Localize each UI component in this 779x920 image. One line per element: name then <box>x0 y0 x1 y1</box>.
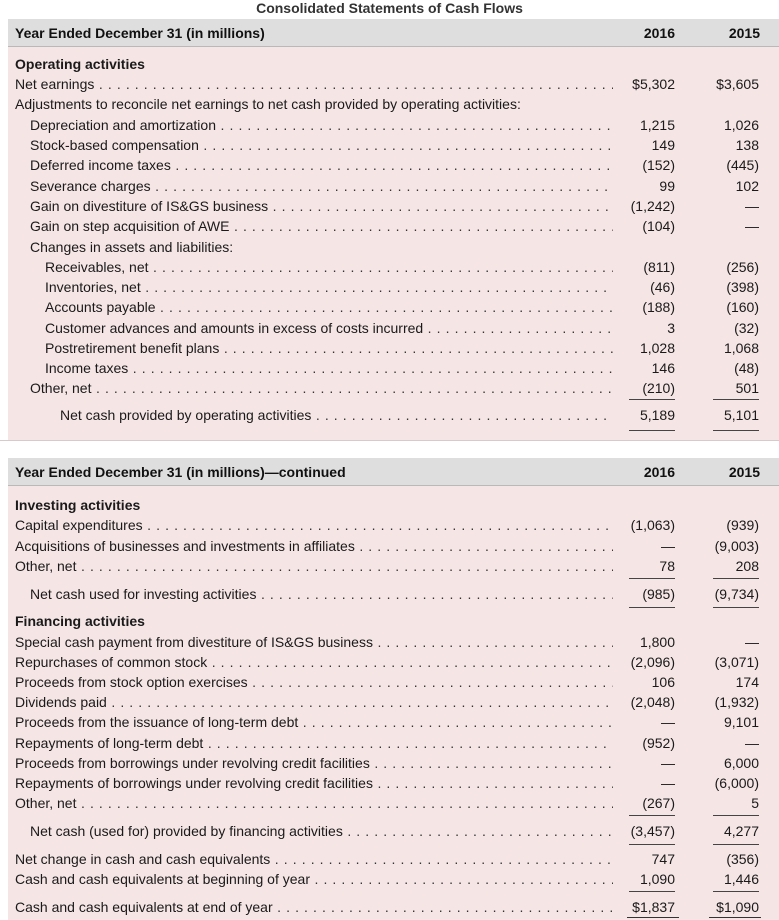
value-2016: $1,837 <box>632 899 675 915</box>
section-heading-investing <box>8 495 779 515</box>
table-row-total <box>8 821 779 841</box>
value-2015: 501 <box>735 380 759 396</box>
value-2015: 1,026 <box>723 117 759 133</box>
row-label: Net earnings . . . <box>15 74 613 94</box>
value-2015: — <box>745 735 759 751</box>
value-2016: (2,048) <box>630 694 675 710</box>
row-label: Repayments of long-term debt . . . <box>15 733 613 753</box>
table-row <box>8 237 779 257</box>
value-2016: (152) <box>642 157 675 173</box>
value-2015: (32) <box>734 320 759 336</box>
row-label: Other, net . . . <box>15 556 613 576</box>
table-row-total <box>8 405 779 425</box>
table-row <box>8 712 779 732</box>
value-2015: 5,101 <box>723 407 759 423</box>
row-label: Adjustments to reconcile net earnings to net cash provided by operating activities: <box>15 96 521 112</box>
row-label: Deferred income taxes . . . <box>30 155 613 175</box>
value-2015: (445) <box>726 157 759 173</box>
row-label: Changes in assets and liabilities: <box>30 239 234 255</box>
subtotal-rule <box>629 607 675 608</box>
subtotal-rule <box>629 815 675 816</box>
value-2015: 1,068 <box>723 340 759 356</box>
value-2016: 78 <box>659 558 675 574</box>
row-label: Net cash used for investing activities . . . <box>30 584 613 604</box>
value-2015: (398) <box>726 279 759 295</box>
value-2015: (48) <box>734 360 759 376</box>
value-2015: (6,000) <box>714 775 759 791</box>
value-2015: (9,003) <box>714 538 759 554</box>
section-divider <box>0 440 779 459</box>
row-label: Acquisitions of businesses and investments in affiliates . . . <box>15 536 613 556</box>
value-2016: 1,028 <box>639 340 675 356</box>
subtotal-rule <box>713 815 759 816</box>
table-row <box>8 155 779 175</box>
table-header <box>8 19 779 47</box>
row-label: Stock-based compensation . . . <box>30 135 613 155</box>
value-2016: 149 <box>651 137 675 153</box>
value-2015: (1,932) <box>714 694 759 710</box>
table-row <box>8 338 779 358</box>
row-label: Gain on step acquisition of AWE . . . <box>30 216 613 236</box>
value-2016: (188) <box>642 299 675 315</box>
table-row <box>8 692 779 712</box>
value-2016: 1,215 <box>639 117 675 133</box>
row-label: Inventories, net . . . <box>45 277 613 297</box>
table-row <box>8 652 779 672</box>
row-label: Proceeds from stock option exercises . . . <box>15 672 613 692</box>
table-row <box>8 318 779 338</box>
subtotal-rule <box>713 844 759 845</box>
table-row-total <box>8 584 779 604</box>
value-2015: (356) <box>726 851 759 867</box>
total-rule <box>713 430 759 431</box>
value-2016: — <box>661 755 675 771</box>
value-2016: (2,096) <box>630 654 675 670</box>
row-label: Proceeds from borrowings under revolving credit facilities . . . <box>15 753 613 773</box>
table-row <box>8 257 779 277</box>
value-2015: 6,000 <box>723 755 759 771</box>
row-label: Gain on divestiture of IS&GS business . . . <box>30 196 613 216</box>
row-label: Receivables, net . . . <box>45 257 613 277</box>
value-2016: — <box>661 775 675 791</box>
row-label: Postretirement benefit plans . . . <box>45 338 613 358</box>
subtotal-rule <box>629 399 675 400</box>
value-2016: (952) <box>642 735 675 751</box>
row-label: Operating activities <box>15 56 145 72</box>
value-2015: — <box>745 634 759 650</box>
value-2016: (267) <box>642 795 675 811</box>
value-2016: — <box>661 538 675 554</box>
row-label: Severance charges . . . <box>30 176 613 196</box>
value-2016: (985) <box>642 586 675 602</box>
value-2015: 5 <box>751 795 759 811</box>
value-2016: (104) <box>642 218 675 234</box>
investing-financing-panel <box>8 458 779 920</box>
table-row <box>8 632 779 652</box>
table-row-total <box>8 897 779 917</box>
row-label: Dividends paid . . . <box>15 692 613 712</box>
value-2016: (3,457) <box>630 823 675 839</box>
table-row <box>8 672 779 692</box>
row-label: Customer advances and amounts in excess of costs incurred . . . <box>45 318 613 338</box>
row-label: Accounts payable . . . <box>45 297 613 317</box>
subtotal-rule <box>713 399 759 400</box>
header-year-2015: 2015 <box>728 25 760 41</box>
subtotal-rule <box>629 844 675 845</box>
table-row <box>8 94 779 114</box>
table-row <box>8 733 779 753</box>
row-label: Other, net . . . <box>15 793 613 813</box>
value-2015: 1,446 <box>723 871 759 887</box>
row-label: Income taxes . . . <box>45 358 613 378</box>
header-label: Year Ended December 31 (in millions) <box>15 25 265 41</box>
table-row <box>8 115 779 135</box>
value-2016: (1,242) <box>630 198 675 214</box>
table-row <box>8 135 779 155</box>
table-row <box>8 74 779 94</box>
table-header <box>8 458 779 486</box>
row-label: Depreciation and amortization . . . <box>30 115 613 135</box>
row-label: Investing activities <box>15 497 141 513</box>
value-2015: (3,071) <box>714 654 759 670</box>
row-label: Net change in cash and cash equivalents . . . <box>15 849 613 869</box>
value-2015: — <box>745 198 759 214</box>
section-heading-financing <box>8 611 779 631</box>
value-2016: 146 <box>651 360 675 376</box>
row-label: Cash and cash equivalents at beginning of year . . . <box>15 869 613 889</box>
value-2016: 106 <box>651 674 675 690</box>
value-2015: — <box>745 218 759 234</box>
row-label: Repurchases of common stock . . . <box>15 652 613 672</box>
table-row <box>8 793 779 813</box>
subtotal-rule <box>629 891 675 892</box>
row-label: Net cash (used for) provided by financing activities . . . <box>30 821 613 841</box>
value-2016: 747 <box>651 851 675 867</box>
value-2015: 208 <box>735 558 759 574</box>
value-2016: (1,063) <box>630 517 675 533</box>
value-2015: 138 <box>735 137 759 153</box>
table-row <box>8 297 779 317</box>
table-row <box>8 515 779 535</box>
row-label: Capital expenditures . . . <box>15 515 613 535</box>
header-year-2016: 2016 <box>643 464 675 480</box>
value-2016: 1,800 <box>639 634 675 650</box>
row-label: Other, net . . . <box>30 378 613 398</box>
row-label: Financing activities <box>15 613 145 629</box>
value-2016: (811) <box>643 259 675 275</box>
row-label: Proceeds from the issuance of long-term debt . . . <box>15 712 613 732</box>
value-2016: — <box>661 714 675 730</box>
header-label: Year Ended December 31 (in millions)—continued <box>15 464 346 480</box>
header-year-2016: 2016 <box>643 25 675 41</box>
subtotal-rule <box>713 578 759 579</box>
value-2015: (9,734) <box>714 586 759 602</box>
row-label: Special cash payment from divestiture of IS&GS business . . . <box>15 632 613 652</box>
value-2016: 5,189 <box>639 407 675 423</box>
table-row <box>8 753 779 773</box>
value-2016: 1,090 <box>639 871 675 887</box>
table-row <box>8 773 779 793</box>
value-2016: (46) <box>650 279 675 295</box>
value-2015: (256) <box>726 259 759 275</box>
statement-title: Consolidated Statements of Cash Flows <box>256 0 523 16</box>
table-row <box>8 277 779 297</box>
table-row <box>8 196 779 216</box>
value-2016: 99 <box>659 178 675 194</box>
value-2016: (210) <box>642 380 675 396</box>
row-label: Repayments of borrowings under revolving credit facilities . . . <box>15 773 613 793</box>
table-row <box>8 358 779 378</box>
row-label: Cash and cash equivalents at end of year . . . <box>15 897 613 917</box>
value-2015: 174 <box>735 674 759 690</box>
header-year-2015: 2015 <box>728 464 760 480</box>
table-row <box>8 849 779 869</box>
subtotal-rule <box>713 891 759 892</box>
value-2016: 3 <box>667 320 675 336</box>
value-2015: 9,101 <box>723 714 759 730</box>
table-row <box>8 216 779 236</box>
table-row <box>8 556 779 576</box>
value-2015: (160) <box>726 299 759 315</box>
value-2015: 4,277 <box>723 823 759 839</box>
subtotal-rule <box>713 607 759 608</box>
section-heading-operating <box>8 54 779 74</box>
value-2015: $1,090 <box>716 899 759 915</box>
value-2015: 102 <box>735 178 759 194</box>
operating-panel <box>8 19 779 440</box>
row-label: Net cash provided by operating activities . . . <box>60 405 613 425</box>
total-rule <box>629 430 675 431</box>
table-row <box>8 536 779 556</box>
table-row <box>8 176 779 196</box>
table-row <box>8 869 779 889</box>
value-2015: $3,605 <box>716 76 759 92</box>
table-row <box>8 378 779 398</box>
subtotal-rule <box>629 578 675 579</box>
value-2016: $5,302 <box>632 76 675 92</box>
value-2015: (939) <box>726 517 759 533</box>
